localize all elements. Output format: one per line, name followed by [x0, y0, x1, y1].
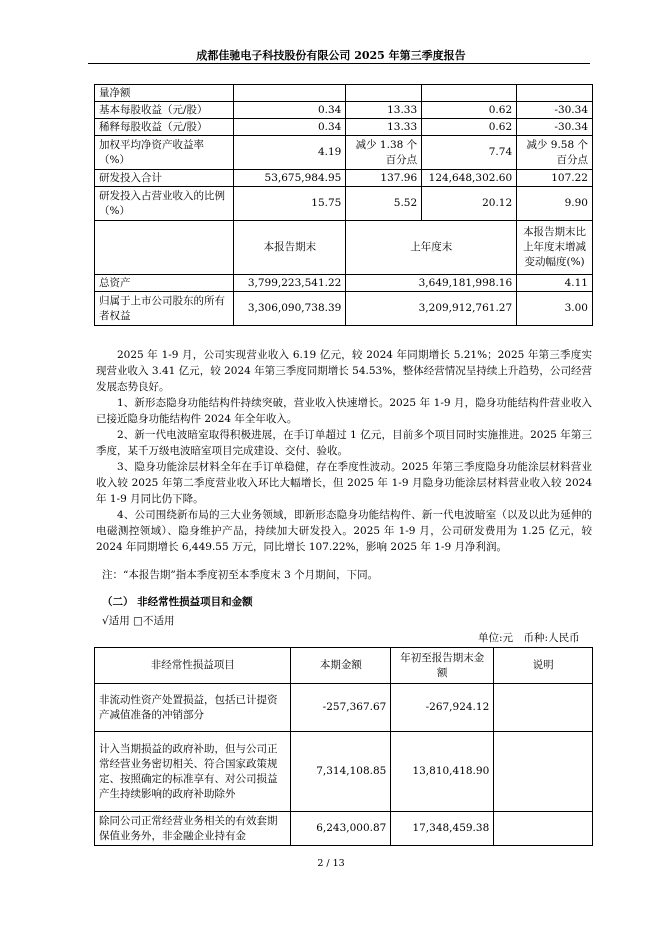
table-cell: 3,209,912,761.27: [346, 292, 517, 326]
row-label: 归属于上市公司股东的所有者权益: [95, 292, 234, 326]
table-row: [95, 170, 593, 187]
applicability-checkbox: √适用 □不适用: [102, 615, 175, 627]
section-title: （二） 非经常性损益项目和金额: [102, 596, 253, 608]
table-cell: -30.34: [517, 119, 593, 136]
column-header: 本报告期末: [234, 221, 346, 275]
financial-indicators-table: [94, 84, 593, 326]
table-row: [95, 187, 593, 221]
row-label: 基本每股收益（元/股）: [95, 102, 234, 119]
table-cell: 9.90: [517, 187, 593, 221]
table-row: [95, 684, 593, 732]
paragraph-rd-investment: 4、公司围绕新布局的三大业务领域，即新形态隐身功能结构件、新一代电波暗室（以及以此为延伸的电磁测控领域）、隐身维护产品，持续加大研发投入。2025 年 1-9 月，公司研发费用为 1.25 亿元，较 2024 年同期增长 6,449.55 万元，同比增长 107.22%，影响 2025 年 1-9 月净利润。: [96, 509, 592, 553]
row-label: 加权平均净资产收益率（%）: [95, 136, 234, 170]
table-cell: 0.34: [234, 119, 346, 136]
row-label: 研发投入合计: [95, 170, 234, 187]
table-cell: 13,810,418.90: [391, 732, 494, 812]
column-header: 本报告期末比上年度末增减变动幅度(%): [517, 221, 593, 275]
table-cell: [494, 732, 593, 812]
table-cell: 3,306,090,738.39: [234, 292, 346, 326]
table-cell: 3,799,223,541.22: [234, 275, 346, 292]
table-cell: 13.33: [346, 102, 422, 119]
table-cell: 7.74: [422, 136, 517, 170]
table-cell: 5.52: [346, 187, 422, 221]
table-cell: 53,675,984.95: [234, 170, 346, 187]
table-cell: [494, 812, 593, 846]
table-cell: 减少 1.38 个百分点: [346, 136, 422, 170]
table-row: [95, 275, 593, 292]
table-cell: 0.62: [422, 119, 517, 136]
table-row: [95, 85, 593, 102]
table-cell: 20.12: [422, 187, 517, 221]
paragraph-anechoic-chamber: 2、新一代电波暗室取得积极进展，在手订单超过 1 亿元，目前多个项目同时实施推进。2025 年第三季度，某千万级电波暗室项目完成建设、交付、验收。: [96, 429, 592, 457]
table-row: [95, 732, 593, 812]
paragraph-structural-parts: 1、新形态隐身功能结构件持续突破，营业收入快速增长。2025 年 1-9 月，隐身功能结构件营业收入已接近隐身功能结构件 2024 年全年收入。: [96, 397, 592, 425]
row-label: 计入当期损益的政府补助，但与公司正常经营业务密切相关、符合国家政策规定、按照确定的标准享有、对公司损益产生持续影响的政府补助除外: [95, 732, 291, 812]
column-header: 说明: [494, 648, 593, 684]
table-cell: -257,367.67: [291, 684, 391, 732]
footnote: 注：“本报告期”指本季度初至本季度末 3 个月期间，下同。: [102, 569, 379, 581]
row-label: 总资产: [95, 275, 234, 292]
page-number: 2 / 13: [317, 858, 345, 869]
column-header: 年初至报告期末金额: [391, 648, 494, 684]
table-cell: 17,348,459.38: [391, 812, 494, 846]
row-label: 除同公司正常经营业务相关的有效套期保值业务外，非金融企业持有金: [95, 812, 291, 846]
table-cell: 107.22: [517, 170, 593, 187]
table-row: [95, 136, 593, 170]
row-label: 稀释每股收益（元/股）: [95, 119, 234, 136]
table-cell: 7,314,108.85: [291, 732, 391, 812]
paragraph-coating-materials: 3、隐身功能涂层材料全年在手订单稳健，存在季度性波动。2025 年第三季度隐身功能涂层材料营业收入较 2025 年第二季度营业收入环比大幅增长，但 2025 年 1-9 月隐身功能涂层材料营业收入较 2024 年 1-9 月同比仍下降。: [96, 461, 592, 505]
table-cell: 0.34: [234, 102, 346, 119]
table-cell: -30.34: [517, 102, 593, 119]
column-header: 非经常性损益项目: [95, 648, 291, 684]
header-divider: [88, 63, 590, 64]
table-row: [95, 102, 593, 119]
table-cell: 137.96: [346, 170, 422, 187]
unit-currency-label: 单位:元 币种:人民币: [478, 632, 580, 644]
page-header: 成都佳驰电子科技股份有限公司 2025 年第三季度报告: [196, 49, 466, 62]
table-cell: 15.75: [234, 187, 346, 221]
table-cell: 3,649,181,998.16: [346, 275, 517, 292]
table-cell: 4.19: [234, 136, 346, 170]
row-label: 研发投入占营业收入的比例（%）: [95, 187, 234, 221]
column-header: 上年度末: [346, 221, 517, 275]
table-cell: 0.62: [422, 102, 517, 119]
table-cell: 减少 9.58 个百分点: [517, 136, 593, 170]
table-subheader-row: [95, 221, 593, 275]
table-cell: -267,924.12: [391, 684, 494, 732]
table-row: [95, 812, 593, 846]
summary-paragraph: 2025 年 1-9 月，公司实现营业收入 6.19 亿元，较 2024 年同期增长 5.21%；2025 年第三季度实现营业收入 3.41 亿元，较 2024 年第三季度同期增长 54.53%，整体经营情况呈持续上升趋势，公司经营发展态势良好。: [96, 349, 592, 393]
row-label: 非流动性资产处置损益，包括已计提资产减值准备的冲销部分: [95, 684, 291, 732]
table-cell: 4.11: [517, 275, 593, 292]
table-cell: 124,648,302.60: [422, 170, 517, 187]
table-cell: 13.33: [346, 119, 422, 136]
table-cell: [494, 684, 593, 732]
table-cell: 6,243,000.87: [291, 812, 391, 846]
column-header: 本期金额: [291, 648, 391, 684]
table-row: [95, 292, 593, 326]
non-recurring-items-table: [94, 647, 593, 846]
table-cell: 3.00: [517, 292, 593, 326]
table-header-row: [95, 648, 593, 684]
row-label: 量净额: [95, 85, 234, 102]
table-row: [95, 119, 593, 136]
